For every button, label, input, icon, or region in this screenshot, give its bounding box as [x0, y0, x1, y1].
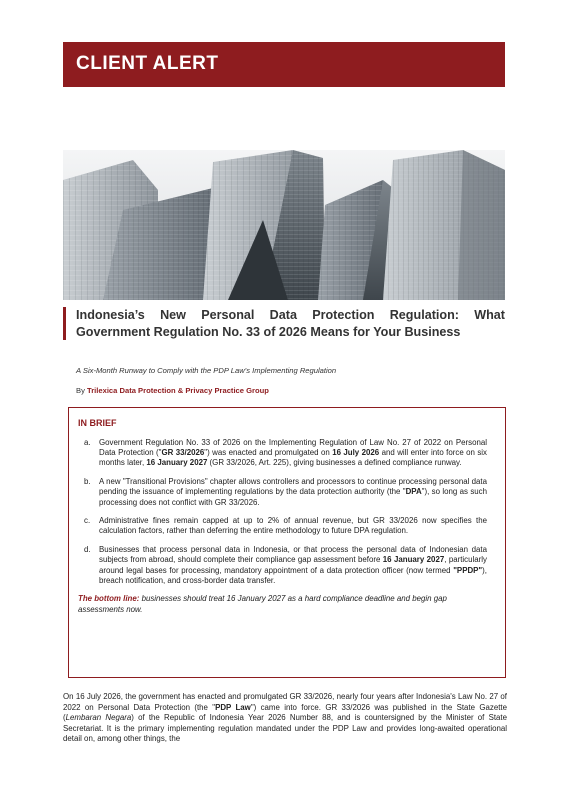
article-title-block [63, 307, 505, 340]
byline [76, 386, 269, 395]
list-item [78, 516, 496, 536]
bold-text: 16 July 2026 [332, 448, 380, 458]
list-item-label: c. [84, 516, 91, 526]
bold-text: GR 33/2026 [161, 448, 205, 458]
bottom-line [78, 594, 496, 614]
byline-prefix: By [76, 386, 87, 395]
list-item [78, 545, 496, 586]
text: Administrative fines remain capped at up to 2% of annual revenue, but GR 33/2026 now specifies the calculation factors, rather than deferring the entire methodology to future DPA regulation. [99, 516, 487, 536]
text: (GR 33/2026, Art. 225), giving businesses a defined compliance runway. [207, 458, 462, 468]
body-paragraph [63, 692, 507, 745]
text: ) of the Republic of Indonesia Year 2026 Number 88, and is countersigned by the Minister of State Secretariat. It is the primary implementing regulation mandated under the PDP Law and provides long-awaited operational detail on, among other things, the [63, 713, 507, 744]
text: ") was enacted and promulgated on [204, 448, 333, 458]
byline-org: Trilexica Data Protection & Privacy Practice Group [86, 386, 269, 395]
list-item-label: a. [84, 438, 91, 447]
list-item [78, 477, 496, 508]
text: A new "Transitional Provisions" chapter allows controllers and processors to continue processing personal data pending the issuance of implementing regulations by the data protection authority (the " [99, 477, 487, 497]
text: ), breach notification, and cross-border data transfer. [99, 565, 487, 585]
in-brief-box [68, 407, 506, 678]
text: ") came into force. GR 33/2026 was published in the State Gazette ( [63, 702, 507, 723]
bold-text: 16 January 2027 [382, 555, 445, 565]
italic-text: Lembaran Negara [65, 713, 132, 723]
bottom-line-text: businesses should treat 16 January 2027 as a hard compliance deadline and begin gap assessments now. [78, 594, 447, 614]
in-brief-heading: IN BRIEF [78, 418, 117, 428]
bold-text: DPA [405, 487, 422, 497]
article-subtitle: A Six-Month Runway to Comply with the PDP Law’s Implementing Regulation [76, 366, 337, 375]
bold-text: PDP Law [215, 702, 251, 712]
skyscraper-photo [63, 150, 505, 300]
text: and will enter into force on six months later, [99, 448, 487, 468]
article-title: Indonesia’s New Personal Data Protection Regulation: What Government Regulation No. 33 of 2026 Means for Your Business [76, 308, 505, 339]
text: , particularly around legal bases for processing, mandatory appointment of a data protection officer (now termed [99, 555, 487, 575]
bottom-line-label: The bottom line: [78, 594, 140, 604]
bold-text: "PPDP" [453, 565, 483, 575]
text: "), so long as such processing does not conflict with GR 33/2026. [99, 487, 487, 507]
banner-label: CLIENT ALERT [76, 53, 219, 74]
text: Businesses that process personal data in Indonesia, or that process the personal data of Indonesian data subjects from abroad, should complete their compliance gap assessment before [99, 545, 487, 565]
text: On 16 July 2026, the government has enacted and promulgated GR 33/2026, nearly four years after Indonesia's Law No. 27 of 2022 on Personal Data Protection (the " [63, 692, 507, 712]
list-item [78, 438, 496, 469]
list-item-label: b. [84, 477, 91, 487]
client-alert-banner [63, 42, 505, 87]
text: Government Regulation No. 33 of 2026 on the Implementing Regulation of Law No. 27 of 2022 on Personal Data Protection (" [99, 438, 487, 458]
bold-text: 16 January 2027 [146, 458, 208, 468]
in-brief-list [78, 438, 496, 586]
list-item-label: d. [84, 545, 91, 555]
